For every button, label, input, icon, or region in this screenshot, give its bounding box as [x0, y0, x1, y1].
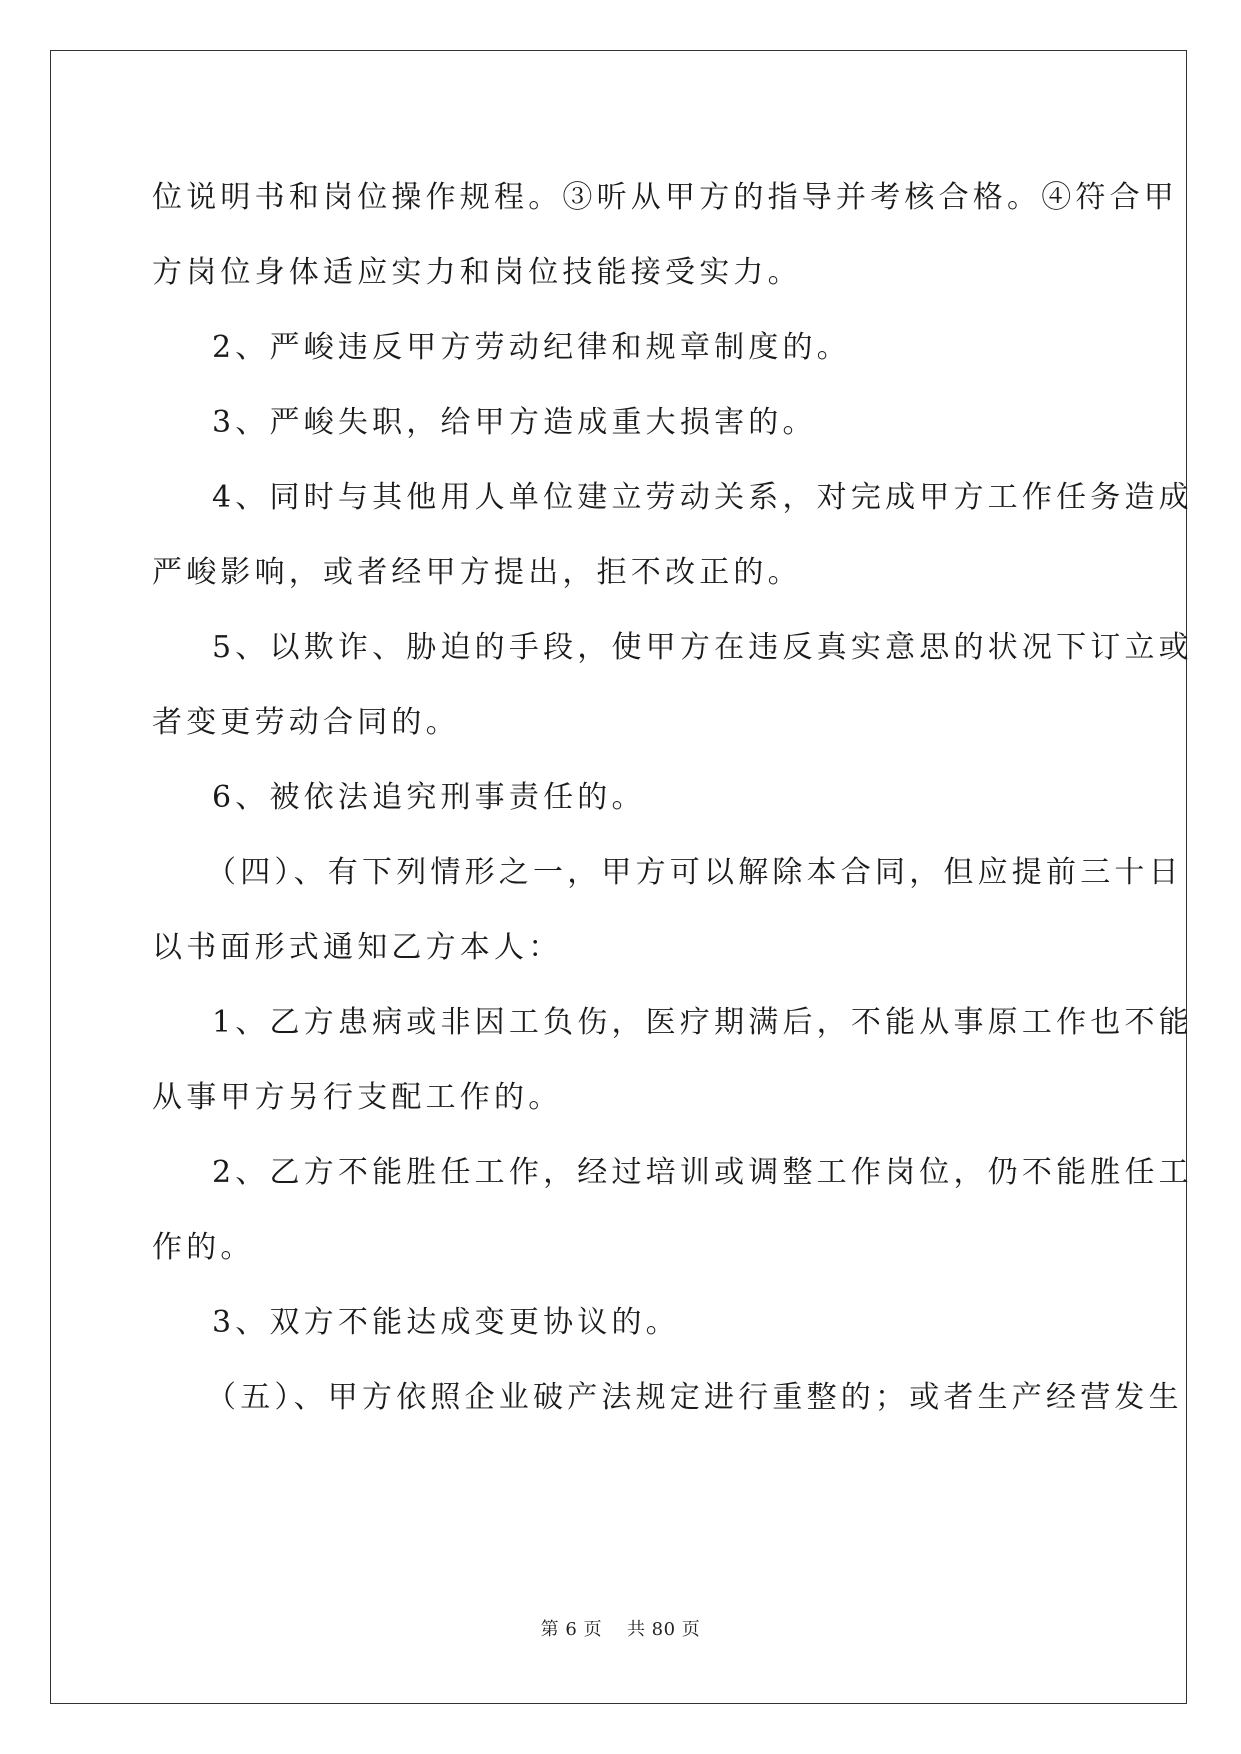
body-line: 3、双方不能达成变更协议的。	[212, 1305, 680, 1340]
body-line: 方岗位身体适应实力和岗位技能接受实力。	[152, 255, 802, 290]
body-line: 6、被依法追究刑事责任的。	[212, 780, 646, 815]
body-line: 从事甲方另行支配工作的。	[152, 1080, 563, 1115]
body-line: 2、乙方不能胜任工作，经过培训或调整工作岗位，仍不能胜任工	[212, 1155, 1193, 1190]
body-line: 2、严峻违反甲方劳动纪律和规章制度的。	[212, 330, 851, 365]
body-line: 3、严峻失职，给甲方造成重大损害的。	[212, 405, 817, 440]
body-line: 作的。	[152, 1230, 255, 1265]
document-body	[152, 160, 1193, 1435]
body-line: 位说明书和岗位操作规程。③听从甲方的指导并考核合格。④符合甲	[152, 180, 1178, 215]
body-line: 以书面形式通知乙方本人：	[152, 930, 563, 965]
body-line: 严峻影响，或者经甲方提出，拒不改正的。	[152, 555, 802, 590]
body-line: （四）、有下列情形之一，甲方可以解除本合同，但应提前三十日	[206, 855, 1183, 890]
body-line: 1、乙方患病或非因工负伤，医疗期满后，不能从事原工作也不能	[212, 1005, 1193, 1040]
body-line: 5、以欺诈、胁迫的手段，使甲方在违反真实意思的状况下订立或	[212, 630, 1193, 665]
page-number-label: 第 6 页 共 80 页	[540, 1619, 701, 1640]
page-number-footer	[0, 1615, 1241, 1641]
body-line: （五）、甲方依照企业破产法规定进行重整的；或者生产经营发生	[206, 1380, 1183, 1415]
body-line: 者变更劳动合同的。	[152, 705, 460, 740]
body-line: 4、同时与其他用人单位建立劳动关系，对完成甲方工作任务造成	[212, 480, 1193, 515]
